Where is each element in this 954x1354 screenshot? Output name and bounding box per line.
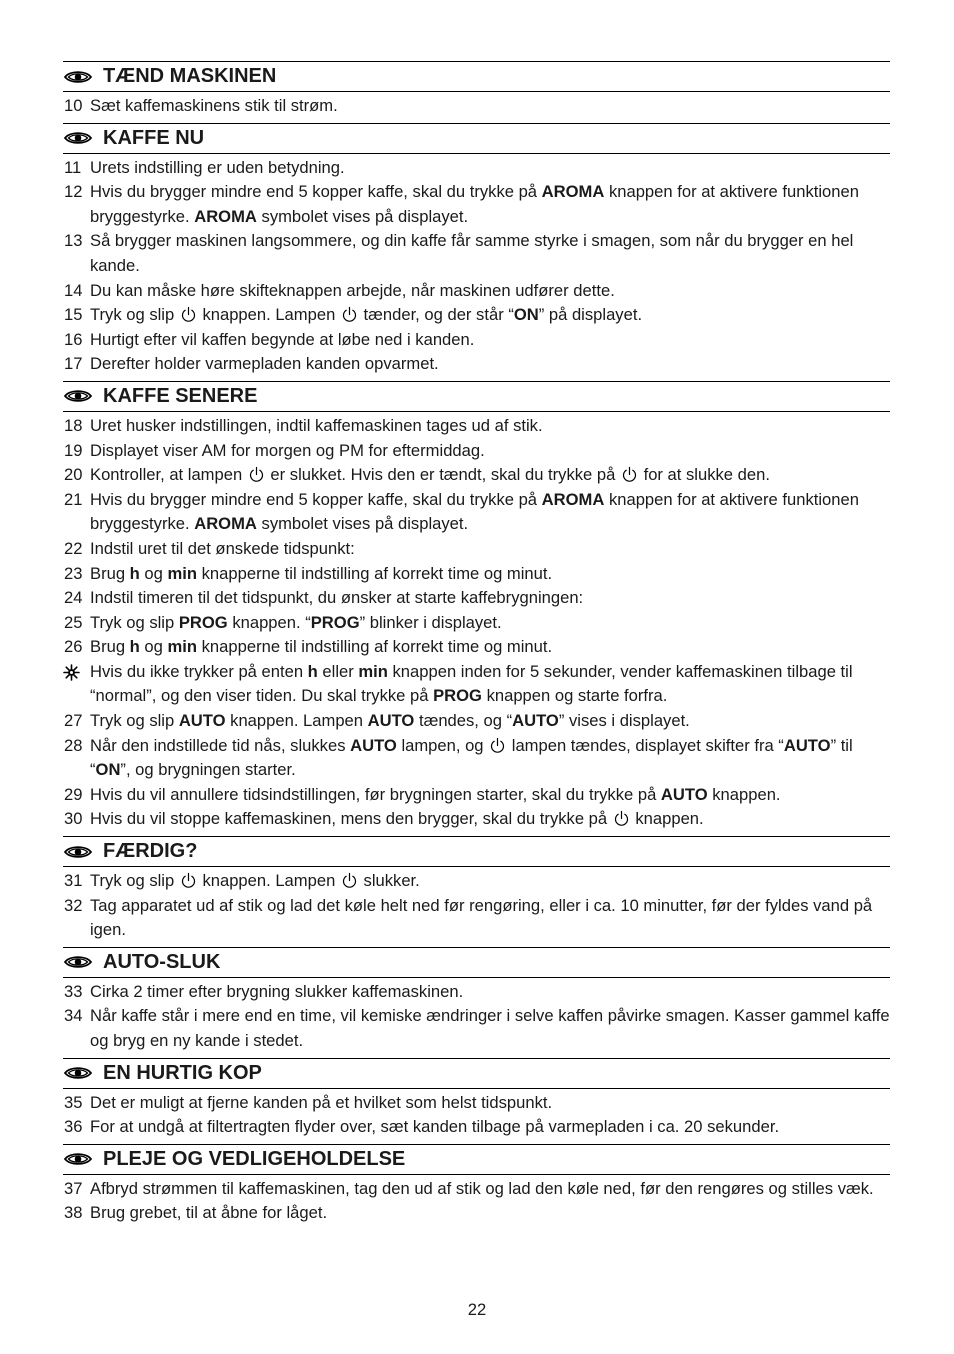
instruction-item [63,709,890,734]
text-run: Displayet viser AM for morgen og PM for eftermiddag. [90,440,485,460]
bold-label: AROMA [541,489,605,509]
bold-label: ON [95,760,121,780]
power-icon [248,466,265,483]
item-text [90,354,439,373]
text-run: ”, og brygningen starter. [120,760,296,780]
instruction-item [63,1115,890,1140]
item-number: 23 [64,563,83,583]
item-text [90,637,552,656]
item-text [90,588,583,607]
item-text [90,96,338,115]
power-icon [341,872,358,889]
item-text [90,711,690,730]
instruction-item [63,414,890,439]
text-run: ” vises i displayet. [558,711,690,731]
item-text [90,158,345,177]
section-header [63,381,890,412]
item-text [90,441,485,460]
text-run: og [139,563,168,583]
item-number: 13 [64,231,83,251]
section-title: KAFFE SENERE [103,384,258,407]
eye-icon [63,954,93,970]
instruction-list [63,980,890,1054]
instruction-list [63,94,890,119]
section-header [63,123,890,154]
bold-label: PROG [310,612,360,632]
text-run: Afbryd strømmen til kaffemaskinen, tag den ud af stik og lad den køle ned, før den rengøres og stilles væk. [90,1178,874,1198]
text-run: ” blinker i displayet. [359,612,502,632]
bold-label: AROMA [194,514,257,534]
bold-label: min [167,637,198,657]
text-run: tænder, og der står “ [358,305,514,325]
text-run: er slukket. Hvis den er tændt, skal du trykke på [265,465,620,485]
item-number: 24 [64,588,83,608]
instruction-item [63,734,890,783]
text-run: symbolet vises på displayet. [256,514,469,534]
instruction-list [63,869,890,943]
item-text [90,1203,327,1222]
item-text [90,896,872,940]
instruction-item [63,869,890,894]
bold-label: AUTO [350,735,397,755]
text-run: Når kaffe står i mere end en time, vil kemiske ændringer i selve kaffen påvirke smagen. Kasser gammel kaffe og bryg en ny kande i stedet. [90,1006,890,1050]
text-run: Kontroller, at lampen [90,465,247,485]
item-number: 17 [64,354,83,374]
bold-label: h [129,637,140,657]
bold-label: h [129,563,140,583]
item-number: 36 [64,1117,83,1137]
eye-icon [63,388,93,404]
item-text [90,785,781,804]
item-text [90,982,463,1001]
item-number: 16 [64,329,83,349]
text-run: Brug [90,563,130,583]
instruction-item [63,488,890,537]
section-title: KAFFE NU [103,126,205,149]
power-icon [180,306,197,323]
item-number: 15 [64,305,83,325]
text-run: ” på displayet. [538,305,643,325]
text-run: lampen, og [396,735,489,755]
instruction-item [63,611,890,636]
bold-label: ON [513,305,539,325]
item-text [90,1093,552,1112]
text-run: slukker. [358,871,420,891]
text-run: Hvis du brygger mindre end 5 kopper kaffe, skal du trykke på [90,182,542,202]
text-run: Hvis du vil annullere tidsindstillingen, før brygningen starter, skal du trykke på [90,784,661,804]
instruction-item [63,352,890,377]
item-text [90,1006,890,1050]
section-title: PLEJE OG VEDLIGEHOLDELSE [103,1147,406,1170]
text-run: knappen for at aktivere funktionen bryggestyrke. [90,489,859,534]
text-run: knapperne til indstilling af korrekt time og minut. [197,563,553,583]
item-number: 25 [64,612,83,632]
item-text [90,330,474,349]
bold-label: min [167,563,198,583]
instruction-list [63,156,890,377]
text-run: Brug [90,637,130,657]
item-number: 32 [64,895,83,915]
item-text [90,465,770,484]
bold-label: PROG [433,686,482,706]
instruction-item [63,279,890,304]
text-run: Hvis du ikke trykker på enten [90,661,308,681]
text-run: Tryk og slip [90,612,179,632]
eye-icon [63,130,93,146]
instruction-item [63,1177,890,1202]
bold-label: min [358,661,388,681]
item-number: 33 [64,981,83,1001]
instruction-item [63,94,890,119]
instruction-list [63,414,890,832]
text-run: Brug grebet, til at åbne for låget. [90,1203,328,1223]
text-run: For at undgå at filtertragten flyder over, sæt kanden tilbage på varmepladen i ca. 20 sekunder. [90,1117,780,1137]
item-number: 38 [64,1203,83,1223]
item-number: 29 [64,784,83,804]
item-text [90,564,552,583]
text-run: knappen. Lampen [225,711,368,731]
instruction-item [63,1004,890,1053]
instruction-item [63,303,890,328]
text-run: Tag apparatet ud af stik og lad det køle helt ned før rengøring, eller i ca. 10 minutter, før der fyldes vand på igen. [90,895,873,940]
section-header [63,61,890,92]
item-number: 34 [64,1006,83,1026]
item-text [90,490,859,534]
item-number: 35 [64,1092,83,1112]
bold-label: AROMA [194,206,257,226]
text-run: lampen tændes, displayet skifter fra “ [507,735,784,755]
text-run: knappen og starte forfra. [481,686,668,706]
item-text [90,416,543,435]
instruction-item [63,894,890,943]
instruction-item [63,439,890,464]
text-run: knapperne til indstilling af korrekt time og minut. [197,637,553,657]
item-text [90,871,420,890]
item-number: 37 [64,1178,83,1198]
page-number: 22 [467,1300,487,1319]
item-text [90,539,355,558]
text-run: Hvis du brygger mindre end 5 kopper kaffe, skal du trykke på [90,489,542,509]
section-title: AUTO-SLUK [103,950,221,973]
section-header [63,1058,890,1089]
text-run: Det er muligt at fjerne kanden på et hvilket som helst tidspunkt. [90,1092,553,1112]
text-run: knappen. Lampen [197,305,340,325]
text-run: Tryk og slip [90,711,179,731]
instruction-list [63,1091,890,1140]
bold-label: AUTO [660,784,708,804]
text-run: Du kan måske høre skifteknappen arbejde, når maskinen udfører dette. [90,280,615,300]
item-number: 19 [64,440,83,460]
item-text [90,182,859,226]
instruction-item [63,783,890,808]
item-text [90,281,615,300]
item-number: 20 [64,465,83,485]
item-text [90,809,704,828]
item-number: 10 [64,96,83,115]
item-text [90,736,853,780]
item-text [90,1179,874,1198]
instruction-item [63,537,890,562]
instruction-item [63,807,890,832]
eye-icon [63,69,93,85]
text-run: Cirka 2 timer efter brygning slukker kaffemaskinen. [90,981,464,1001]
instruction-item [63,328,890,353]
power-icon [180,872,197,889]
item-number: 27 [64,711,83,731]
item-text [90,1117,779,1136]
sun-icon [63,664,80,689]
text-run: Tryk og slip [90,305,179,325]
power-icon [613,810,630,827]
eye-icon [63,1151,93,1167]
section-header [63,947,890,978]
bold-label: AUTO [783,735,831,755]
instruction-item [63,660,890,709]
instruction-item [63,586,890,611]
item-number: 30 [64,809,83,829]
instruction-item [63,1091,890,1116]
text-run: knappen. [630,809,704,829]
instruction-item [63,229,890,278]
power-icon [621,466,638,483]
power-icon [341,306,358,323]
text-run: ” til “ [90,735,853,780]
text-run: knappen. [707,784,781,804]
bold-label: AROMA [541,182,605,202]
text-run: knappen for at aktivere funktionen bryggestyrke. [90,182,859,226]
section-header [63,836,890,867]
bold-label: AUTO [178,711,226,731]
instruction-item [63,463,890,488]
item-text [90,662,853,706]
instruction-item [63,180,890,229]
section-header [63,1144,890,1175]
text-run: knappen. Lampen [197,871,340,891]
instruction-item [63,980,890,1005]
eye-icon [63,844,93,860]
text-run: Uret husker indstillingen, indtil kaffemaskinen tages ud af stik. [90,415,543,435]
text-run: tændes, og “ [414,711,513,731]
text-run: Hurtigt efter vil kaffen begynde at løbe ned i kanden. [90,329,475,349]
item-number: 18 [64,415,83,435]
instruction-item [63,156,890,181]
text-run: Indstil uret til det ønskede tidspunkt: [90,538,355,558]
text-run: Indstil timeren til det tidspunkt, du ønsker at starte kaffebrygningen: [90,588,584,608]
text-run: for at slukke den. [638,465,770,485]
section-title: EN HURTIG KOP [103,1061,262,1084]
instruction-item [63,562,890,587]
instruction-item [63,1201,890,1226]
bold-label: h [307,661,318,681]
text-run: Når den indstillede tid nås, slukkes [90,735,351,755]
text-run: knappen inden for 5 sekunder, vender kaffemaskinen tilbage til “normal”, og den viser tiden. Du skal trykke på [90,661,853,706]
item-text [90,231,853,275]
item-text [90,305,642,324]
item-number: 12 [64,182,83,202]
text-run: og [139,637,168,657]
section-title: FÆRDIG? [103,840,198,863]
section-title: TÆND MASKINEN [103,65,277,87]
instruction-list [63,1177,890,1226]
item-number: 28 [64,735,83,755]
text-run: eller [317,661,359,681]
text-run: Så brygger maskinen langsommere, og din kaffe får samme styrke i smagen, som når du brygger en hel kande. [90,231,854,275]
instruction-item [63,635,890,660]
item-number: 26 [64,637,83,657]
item-number: 11 [64,157,82,177]
item-number: 14 [64,280,83,300]
text-run: Tryk og slip [90,871,179,891]
text-run: Derefter holder varmepladen kanden opvarmet. [90,354,439,374]
item-number: 31 [64,871,83,891]
manual-content [63,61,890,1226]
eye-icon [63,1065,93,1081]
text-run: knappen. “ [227,612,311,632]
text-run: Hvis du vil stoppe kaffemaskinen, mens den brygger, skal du trykke på [90,809,612,829]
text-run: Urets indstilling er uden betydning. [90,157,345,177]
bold-label: PROG [178,612,228,632]
power-icon [489,737,506,754]
bold-label: AUTO [512,711,559,731]
item-number: 21 [64,489,83,509]
text-run: symbolet vises på displayet. [256,206,469,226]
item-number: 22 [64,538,83,558]
text-run: Sæt kaffemaskinens stik til strøm. [90,96,338,115]
item-text [90,613,502,632]
bold-label: AUTO [367,711,415,731]
